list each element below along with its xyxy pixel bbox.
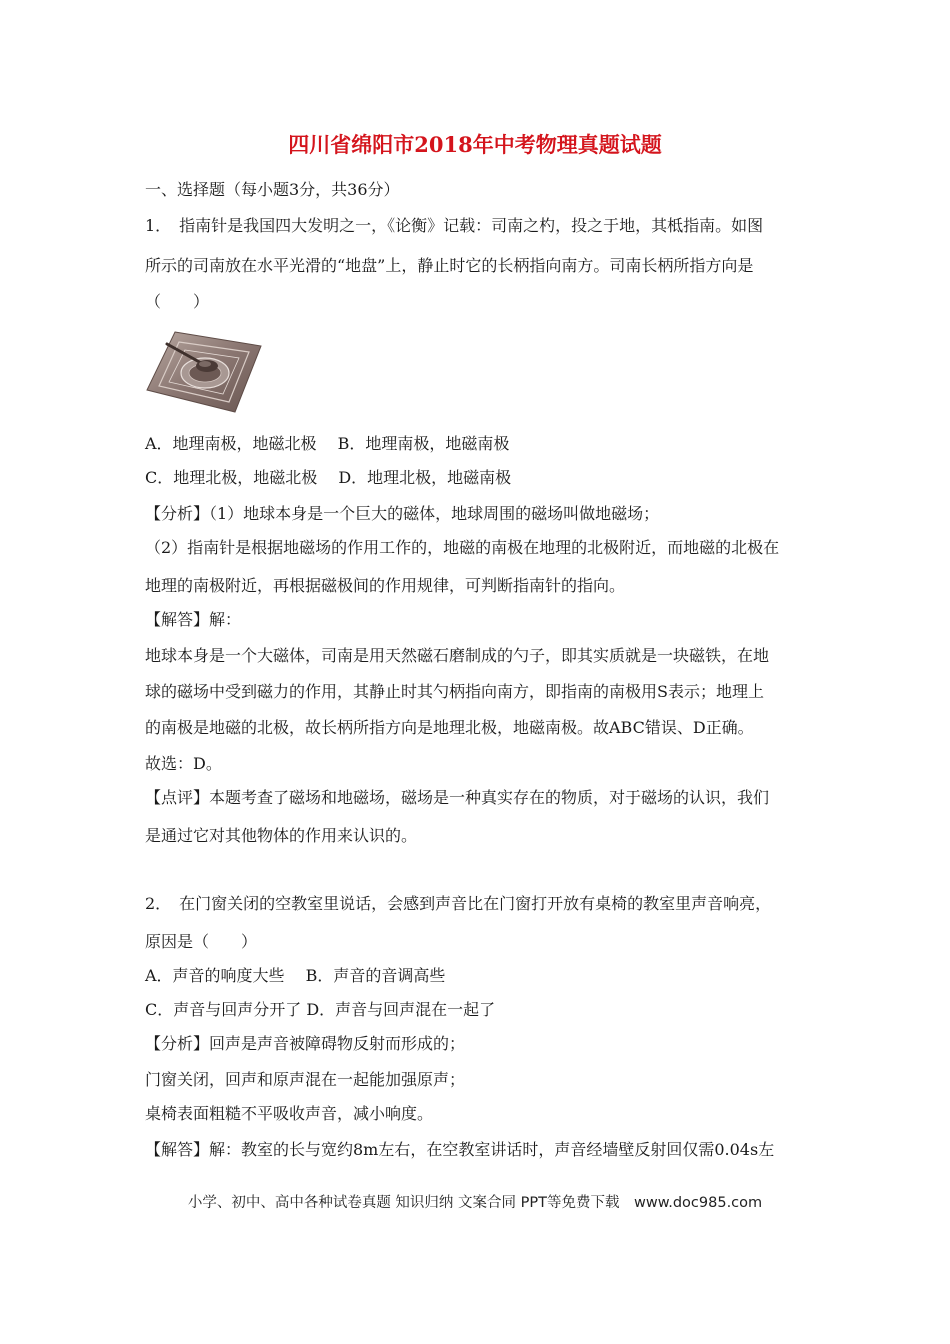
q1-answer-label: 【解答】解： [145,610,242,629]
q1-answer-line-4: 故选：D。 [145,754,222,773]
q2-answer-line-1: 【解答】解：教室的长与宽约8m左右，在空教室讲话时，声音经墙壁反射回仅需0.04s左 [145,1140,775,1159]
q2-options-line-2: C．声音与回声分开了 D．声音与回声混在一起了 [145,1000,496,1019]
q2-stem-line-1: 2． 在门窗关闭的空教室里说话，会感到声音比在门窗打开放有桌椅的教室里声音响亮， [145,894,772,913]
q2-analysis-line-1: 【分析】回声是声音被障碍物反射而形成的； [145,1034,466,1053]
sinan-compass-image [145,328,263,414]
q2-stem-line-2: 原因是（ ） [145,932,258,951]
q1-stem-line-2: 所示的司南放在水平光滑的“地盘”上，静止时它的长柄指向南方。司南长柄所指方向是 [145,256,754,275]
q1-options-line-2: C．地理北极，地磁北极 D．地理北极，地磁南极 [145,468,512,487]
q2-analysis-line-2: 门窗关闭，回声和原声混在一起能加强原声； [145,1070,466,1089]
q2-options-line-1: A．声音的响度大些 B．声音的音调高些 [145,966,446,985]
q1-analysis-line-3: 地理的南极附近，再根据磁极间的作用规律，可判断指南针的指向。 [145,576,626,595]
q2-analysis-line-3: 桌椅表面粗糙不平吸收声音，减小响度。 [145,1104,434,1123]
q1-comment-line-1: 【点评】本题考查了磁场和地磁场，磁场是一种真实存在的物质，对于磁场的认识，我们 [145,788,770,807]
q1-analysis-line-2: （2）指南针是根据地磁场的作用工作的，地磁的南极在地理的北极附近，而地磁的北极在 [145,538,780,557]
q1-analysis-line-1: 【分析】（1）地球本身是一个巨大的磁体，地球周围的磁场叫做地磁场； [145,504,660,523]
q1-answer-line-2: 球的磁场中受到磁力的作用，其静止时其勺柄指向南方，即指南的南极用S表示；地理上 [145,682,764,701]
q1-stem-line-3: （ ） [145,292,210,311]
section-heading: 一、选择题（每小题3分，共36分） [145,180,400,199]
q1-stem-line-1: 1． 指南针是我国四大发明之一，《论衡》记载：司南之杓，投之于地，其柢指南。如图 [145,216,764,235]
q1-answer-line-1: 地球本身是一个大磁体，司南是用天然磁石磨制成的勺子，即其实质就是一块磁铁，在地 [145,646,770,665]
page-title: 四川省绵阳市2018年中考物理真题试题 [288,132,662,157]
q1-options-line-1: A．地理南极，地磁北极 B．地理南极，地磁南极 [145,434,510,453]
q1-answer-line-3: 的南极是地磁的北极，故长柄所指方向是地理北极，地磁南极。故ABC错误、D正确。 [145,718,754,737]
page-footer: 小学、初中、高中各种试卷真题 知识归纳 文案合同 PPT等免费下载 www.doc985.com [187,1195,763,1211]
q1-comment-line-2: 是通过它对其他物体的作用来认识的。 [145,826,418,845]
